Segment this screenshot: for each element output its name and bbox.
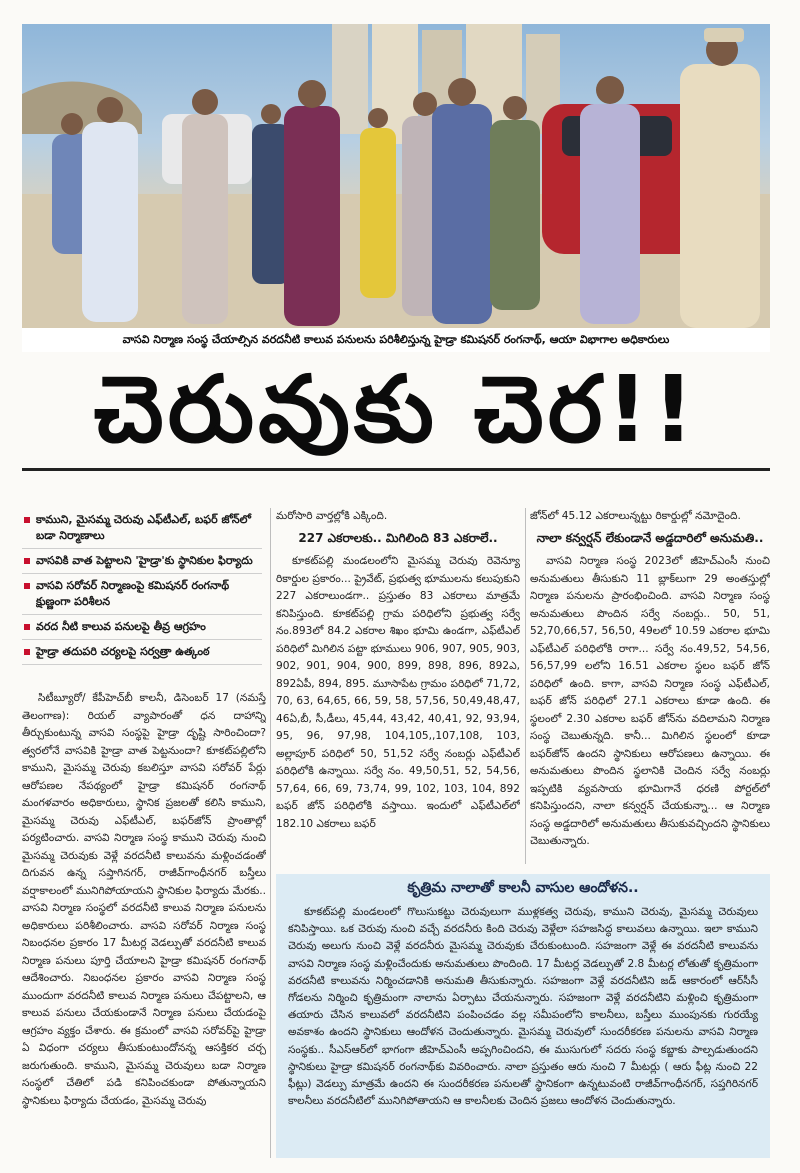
box-body xyxy=(288,904,758,1110)
column-divider xyxy=(270,508,271,1158)
bullet-item: కాముని, మైసమ్మ చెరువు ఎఫ్‌టీఎల్, బఫర్ జోన్‌లో బడా నిర్మాణాలు xyxy=(22,508,262,549)
article-column-1 xyxy=(22,690,266,1156)
headline: చెరువుకు చెర!! xyxy=(93,356,699,463)
box-title: కృత్రిమ నాలాతో కాలనీ వాసుల ఆందోళన.. xyxy=(407,880,639,896)
headline-rule xyxy=(22,468,770,471)
column-divider xyxy=(525,508,526,864)
highlight-bullets xyxy=(22,508,262,665)
article-text: కూకట్‌పల్లి మండలంలోని మైసమ్మ చెరువు రెవెన్యూ రికార్డుల ప్రకారం... ప్రైవేట్, ప్రభుత్వ భూములను కలుపుకుని 227 ఎకరాలుండగా.. ప్రస్తుతం 83 ఎకరాలు మాత్రమే కనిపిస్తుంది. కూకట్‌పల్లి గ్రామ పరిధిలోని ప్రభుత్వ సర్వే నం.893లో 84.2 ఎకరాల శిఖం భూమి ఉండగా, ఎఫ్‌టీఎల్ పరిధిలో మిగిలిన పట్టా భూములు 906, 907, 905, 903, 902, 901, 904, 900, 899, 898, 896, 892ఎ, 892ఏపీ, 894, 895. మూసాపేట గ్రామం పరిధిలో 71,72, 70, 63, 64,65, 66, 59, 58, 57,56, 50,49,48,47, 46ఏ,బీ, సీ,డీలు, 45,44, 43,42, 40,41, 92, 93,94, 95, 96, 97,98, 104,105,,107,108, 103, అల్లాపూర్ పరిధిలో 50, 51,52 సర్వే నంబర్లు ఎఫ్‌టీఎల్ పరిధిలోకి ఉన్నాయి. సర్వే నం. 49,50,51, 52, 54,56, 57,64, 66, 69, 73,74, 99, 102, 103, 104, 892 బఫర్ జోన్ పరిధిలోకి వస్తాయి. ఇందులో ఎఫ్‌టీఎల్‌లో 182.10 ఎకరాలు బఫర్ xyxy=(276,555,520,830)
subheading: 227 ఎకరాలకు.. మిగిలింది 83 ఎకరాలే.. xyxy=(298,530,498,545)
bullet-item: వరద నీటి కాలువ పనులపై తీవ్ర ఆగ్రహం xyxy=(22,615,262,640)
photo-caption: వాసవి నిర్మాణ సంస్థ చేయాల్సిన వరదనీటి కాలువ పనులను పరిశీలిస్తున్న హైడ్రా కమిషనర్ రంగనాథ్, ఆయా విభాగాల అధికారులు xyxy=(22,328,770,352)
article-text: మరోసారి వార్తల్లోకి ఎక్కింది. xyxy=(276,510,388,522)
article-text: జోన్‌లో 45.12 ఎకరాలున్నట్టు రికార్డుల్లో నమోదైంది. xyxy=(530,510,741,522)
box-text: కూకట్‌పల్లి మండలంలో గొలుసుకట్టు చెరువులుగా ముళ్లకత్వ చెరువు, కాముని చెరువు, మైసమ్మ చెరువులు కనిపిస్తాయి. ఒక చెరువు నుంచి వచ్చే వరదనీరు కింది చెరువు వెళ్లేలా సహజసిద్ధ కాలువలు ఉన్నాయి. ఇలా కాముని చెరువు అలుగు నుంచి వెళ్లే వరదనీరు మైసమ్మ చెరువుకు చేరుకుంటుంది. సహజంగా వెళ్లే ఈ వరదనీటి కాలువను వాసవి నిర్మాణ సంస్థ మళ్లించేందుకు అనుమతులు పొందింది. 17 మీటర్ల వెడల్పుతో 2.8 మీటర్ల లోతుతో కృత్రిమంగా వరదనీటి కాలువను నిర్మించడానికి అనుమతి తీసుకున్నారు. సహజంగా వెళ్లే వరదనీటిని జడ్ ఆకారంలో ఆర్‌సీసీ గోడలను నిర్మించి కృత్రిమంగా నాలాను ఏర్పాటు చేయనున్నారు. సహజంగా వెళ్లే వరదనీటిని మళ్లించి కృత్రిమంగా తయారు చేసిన కాలువలో వరదనీటిని పంపించడం వల్ల సమీపంలోని కాలనీలు, బస్తీలు ముంపునకు గురయ్యే అవకాశం ఉందని స్థానికులు ఆందోళన చెందుతున్నారు. మైసమ్మ చెరువులో సుందరీకరణ పనులను వాసవి నిర్మాణ సంస్థకు.. సీఎస్‌ఆర్‌లో భాగంగా జీహెచ్‌ఎంసీ అప్పగించిందని, ఈ ముసుగులో సదరు సంస్థ కబ్జాకు పాల్పడుతుందని స్థానికులు హైడ్రా కమిషనర్ రంగనాథ్‌కు వివరించారు. నాలా ప్రస్తుతం ఆరు నుంచి 7 మీటర్లు ( ఆరు ఫీట్ల నుంచి 22 ఫీట్లు) వెడల్పు మాత్రమే ఉందని ఈ సుందరీకరణ పనులతో స్థానికంగా ఉన్నటువంటి రాజీవ్‌గాంధీనగర్, సప్తగిరినగర్ కాలనీలు వరదనీటిలో మునిగిపోతాయని ఆ కాలనీలకు చెందిన ప్రజలు ఆందోళన చెందుతున్నారు. xyxy=(288,906,758,1108)
article-column-3 xyxy=(530,508,770,864)
bullet-item: వాసవి సరోవర్ నిర్మాణంపై కమిషనర్ రంగనాథ్ క్షుణ్ణంగా పరిశీలన xyxy=(22,574,262,615)
article-text: సిటీబ్యూరో/ కేపీహెచ్‌బీ కాలనీ, డిసెంబర్ 17 (నమస్తే తెలంగాణ): రియల్ వ్యాపారంతో ధన దాహాన్ని తీర్చుకుంటున్న వాసవి సంస్థపై హైడ్రా దృష్టి సారించిందా? త్వరలోనే వాసవికి హైడ్రా వాత పెట్టనుందా? కూకట్‌పల్లిలోని కాముని, మైసమ్మ చెరువు కబలిస్తూ వాసవి సరోవర్ పేర్లు ఆరోపణల నేపథ్యంలో హైడ్రా కమిషనర్ రంగనాథ్ మంగళవారం అధికారులు, స్థానిక ప్రజలతో కలిసి కాముని, మైసమ్మ చెరువు ఎఫ్‌టీఎల్, బఫర్‌జోన్ ప్రాంతాల్లో పర్యటించారు. వాసవి నిర్మాణ సంస్థ కాముని చెరువు నుంచి మైసమ్మ చెరువుకు వెళ్లే వరదనీటి కాలువను మళ్లించడంతో దిగువన ఉన్న సప్తాగినగర్, రాజీవ్‌గాంధీనగర్ బస్తీలు వర్షాకాలంలో మునిగిపోయాయని స్థానికుల ఫిర్యాదు మేరకు.. వాసవి నిర్మాణ సంస్థలో వరదనీటి కాలువ నిర్మాణ పనులను అధికారులు పరిశీలించారు. వాసవి సరోవర్ నిర్మాణ సంస్థ నిబంధనల ప్రకారం 17 మీటర్ల వెడల్పుతో వరదనీటి కాలువ నిర్మాణ పనులు పూర్తి చేయాలని హైడ్రా కమిషనర్ రంగనాథ్ ఆదేశించారు. నిబంధనల ప్రకారం వాసవి నిర్మాణ సంస్థ ముందుగా వరదనీటి కాలువ నిర్మాణ పనులు చేపట్టాలని, ఆ కాలువ పనులు చేయకుండానే నిర్మాణ పనులు చేయడంపై ఆగ్రహం వ్యక్తం చేశారు. ఈ క్రమంలో వాసవి సరోవర్‌పై హైడ్రా ఏ విధంగా చర్యలు తీసుకుంటుందోనన్న ఆసక్తికర చర్చ జరుగుతుంది. కాముని, మైసమ్మ చెరువులు బడా నిర్మాణ సంస్థలో చేతిలో పడి కనిపించకుండా పోతున్నాయని స్థానికులు ఫిర్యాదు చేయడం, మైసమ్మ చెరువు xyxy=(22,692,266,1107)
article-text: వాసవి నిర్మాణ సంస్థ 2023లో జీహెచ్‌ఎంసీ నుంచి అనుమతులు తీసుకుని 11 బ్లాక్‌లుగా 29 అంతస్తుల్లో నిర్మాణ పనులను ప్రారంభించింది. వాసవి నిర్మాణ సంస్థ అనుమతులు పొందిన సర్వే నంబర్లు.. 50, 51, 52,70,66,57, 56,50, 49లలో 10.59 ఎకరాల భూమి ఎఫ్‌టీఎల్ పరిధిలోకి రాగా... సర్వే నం.49,52, 54,56, 56,57,99 లలోని 16.51 ఎకరాల స్థలం బఫర్ జోన్ పరిధిలో ఉంది. కాగా, వాసవి నిర్మాణ సంస్థ ఎఫ్‌టీఎల్, బఫర్ జోన్ పరిధిలో 27.1 ఎకరాలు కూడా ఉంది. ఈ స్థలంలో 2.30 ఎకరాల బఫర్ జోన్‌ను వదిలామని నిర్మాణ సంస్థ చెబుతున్నది. కానీ... మిగిలిన స్థలంలో కూడా బఫర్‌జోన్ ఉందని స్థానికులు ఆరోపణలు ఉన్నాయి. ఈ అనుమతులు పొందిన స్థలానికి చెందిన సర్వే నంబర్లు ఇప్పటికి వ్యవసాయ భూమిగానే ధరణి పోర్టల్‌లో కనిపిస్తుందని, నాలా కన్వర్షన్ చేయకున్నా... ఆ నిర్మాణ సంస్థ అడ్డదారిలో అనుమతులు తీసుకువచ్చిందని స్థానికులు చెబుతున్నారు. xyxy=(530,555,770,847)
sidebar-box xyxy=(276,874,770,1158)
bullet-item: హైడ్రా తదుపరి చర్యలపై సర్వత్రా ఉత్కంఠ xyxy=(22,640,262,665)
news-photo xyxy=(22,24,770,328)
article-column-2 xyxy=(276,508,520,864)
bullet-item: వాసవికి వాత పెట్టాలని 'హైడ్రా'కు స్థానికుల ఫిర్యాదు xyxy=(22,549,262,574)
subheading: నాలా కన్వర్షన్ లేకుండానే అడ్డదారిలో అనుమతి.. xyxy=(536,530,764,545)
officials-inspection-photo xyxy=(22,24,770,328)
